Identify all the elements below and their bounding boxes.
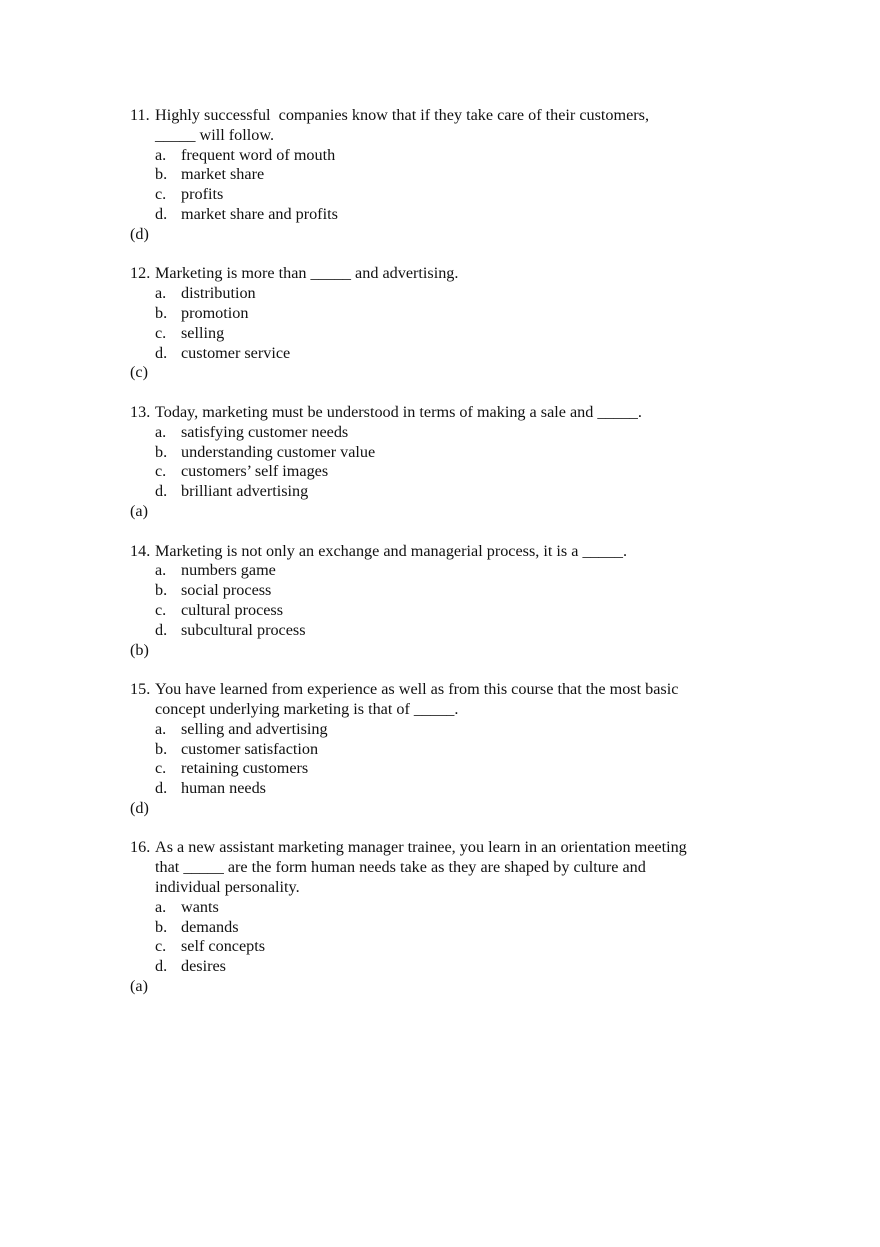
answer-line: [130, 799, 770, 819]
option-text: selling and advertising: [181, 719, 328, 738]
answer-option: [130, 779, 770, 799]
answer-option: [130, 185, 770, 205]
answer-option: [130, 898, 770, 918]
option-letter: d.: [155, 957, 168, 976]
option-letter: b.: [155, 739, 168, 758]
answer-option: [130, 601, 770, 621]
correct-answer: (a): [130, 501, 148, 520]
option-text: understanding customer value: [181, 442, 376, 461]
option-letter: a.: [155, 284, 167, 303]
answer-option: [130, 918, 770, 938]
question-block: [130, 403, 770, 542]
option-text: cultural process: [181, 600, 284, 619]
correct-answer: (d): [130, 798, 149, 817]
option-text: distribution: [181, 284, 256, 303]
question-number: 14.: [130, 541, 151, 560]
question-text: You have learned from experience as well as from this course that the most basic: [155, 680, 679, 699]
answer-option: [130, 621, 770, 641]
answer-option: [130, 759, 770, 779]
option-letter: a.: [155, 145, 167, 164]
question-block: [130, 264, 770, 403]
answer-option: [130, 740, 770, 760]
question-number: 11.: [130, 106, 150, 124]
answer-line: [130, 225, 770, 245]
question-text: Marketing is more than _____ and advertising.: [155, 264, 459, 283]
answer-line: [130, 502, 770, 522]
correct-answer: (a): [130, 977, 148, 996]
option-letter: c.: [155, 759, 167, 778]
option-letter: d.: [155, 779, 168, 798]
question-text: As a new assistant marketing manager trainee, you learn in an orientation meeting: [155, 838, 687, 857]
question-text: that _____ are the form human needs take as they are shaped by culture and: [155, 858, 646, 877]
option-letter: a.: [155, 897, 167, 916]
question-block: [130, 542, 770, 681]
option-text: wants: [181, 897, 219, 916]
option-letter: d.: [155, 482, 168, 501]
answer-option: [130, 344, 770, 364]
question-line: [130, 264, 770, 284]
spacer: [130, 819, 770, 839]
answer-option: [130, 720, 770, 740]
question-number: 12.: [130, 264, 151, 283]
question-text: Highly successful companies know that if they take care of their customers,: [155, 106, 650, 124]
question-number: 13.: [130, 402, 151, 421]
answer-option: [130, 482, 770, 502]
question-document: [130, 106, 770, 1017]
question-text: individual personality.: [155, 878, 300, 897]
question-line: [130, 126, 770, 146]
option-text: frequent word of mouth: [181, 145, 336, 164]
option-letter: a.: [155, 561, 167, 580]
option-letter: d.: [155, 204, 168, 223]
answer-option: [130, 284, 770, 304]
spacer: [130, 997, 770, 1017]
answer-option: [130, 304, 770, 324]
question-line: [130, 106, 770, 126]
option-letter: b.: [155, 581, 168, 600]
option-text: promotion: [181, 303, 249, 322]
option-letter: d.: [155, 620, 168, 639]
option-letter: c.: [155, 600, 167, 619]
answer-option: [130, 443, 770, 463]
correct-answer: (b): [130, 640, 149, 659]
option-text: customer satisfaction: [181, 739, 319, 758]
option-text: demands: [181, 917, 239, 936]
option-text: market share and profits: [181, 204, 338, 223]
option-text: subcultural process: [181, 620, 306, 639]
option-text: profits: [181, 185, 224, 204]
spacer: [130, 660, 770, 680]
option-text: social process: [181, 581, 272, 600]
option-text: market share: [181, 165, 265, 184]
option-letter: a.: [155, 719, 167, 738]
option-text: numbers game: [181, 561, 276, 580]
option-letter: c.: [155, 462, 167, 481]
correct-answer: (c): [130, 363, 148, 382]
answer-line: [130, 977, 770, 997]
answer-option: [130, 324, 770, 344]
option-letter: c.: [155, 937, 167, 956]
question-text: Marketing is not only an exchange and managerial process, it is a _____.: [155, 541, 628, 560]
spacer: [130, 383, 770, 403]
answer-option: [130, 937, 770, 957]
option-letter: b.: [155, 165, 168, 184]
option-letter: b.: [155, 917, 168, 936]
option-text: selling: [181, 323, 225, 342]
option-text: satisfying customer needs: [181, 422, 349, 441]
option-text: self concepts: [181, 937, 266, 956]
option-letter: b.: [155, 303, 168, 322]
option-text: customer service: [181, 343, 291, 362]
question-text: Today, marketing must be understood in terms of making a sale and _____.: [155, 402, 642, 421]
question-text: concept underlying marketing is that of _____.: [155, 699, 459, 718]
question-line: [130, 858, 770, 878]
option-text: customers’ self images: [181, 462, 329, 481]
option-text: brilliant advertising: [181, 482, 309, 501]
option-letter: a.: [155, 422, 167, 441]
option-letter: c.: [155, 323, 167, 342]
answer-option: [130, 581, 770, 601]
option-text: retaining customers: [181, 759, 309, 778]
question-block: [130, 680, 770, 838]
question-line: [130, 680, 770, 700]
question-line: [130, 403, 770, 423]
spacer: [130, 522, 770, 542]
answer-option: [130, 561, 770, 581]
answer-line: [130, 363, 770, 383]
correct-answer: (d): [130, 224, 149, 243]
question-line: [130, 878, 770, 898]
option-letter: c.: [155, 185, 167, 204]
question-line: [130, 542, 770, 562]
option-letter: b.: [155, 442, 168, 461]
answer-option: [130, 165, 770, 185]
question-block: [130, 838, 770, 1016]
question-text: _____ will follow.: [155, 125, 275, 144]
answer-option: [130, 205, 770, 225]
question-block: [130, 106, 770, 264]
answer-option: [130, 146, 770, 166]
option-letter: d.: [155, 343, 168, 362]
answer-line: [130, 641, 770, 661]
question-number: 16.: [130, 838, 151, 857]
spacer: [130, 245, 770, 265]
question-number: 15.: [130, 680, 151, 699]
answer-option: [130, 957, 770, 977]
option-text: human needs: [181, 779, 266, 798]
option-text: desires: [181, 957, 226, 976]
answer-option: [130, 423, 770, 443]
question-line: [130, 700, 770, 720]
question-line: [130, 838, 770, 858]
answer-option: [130, 462, 770, 482]
